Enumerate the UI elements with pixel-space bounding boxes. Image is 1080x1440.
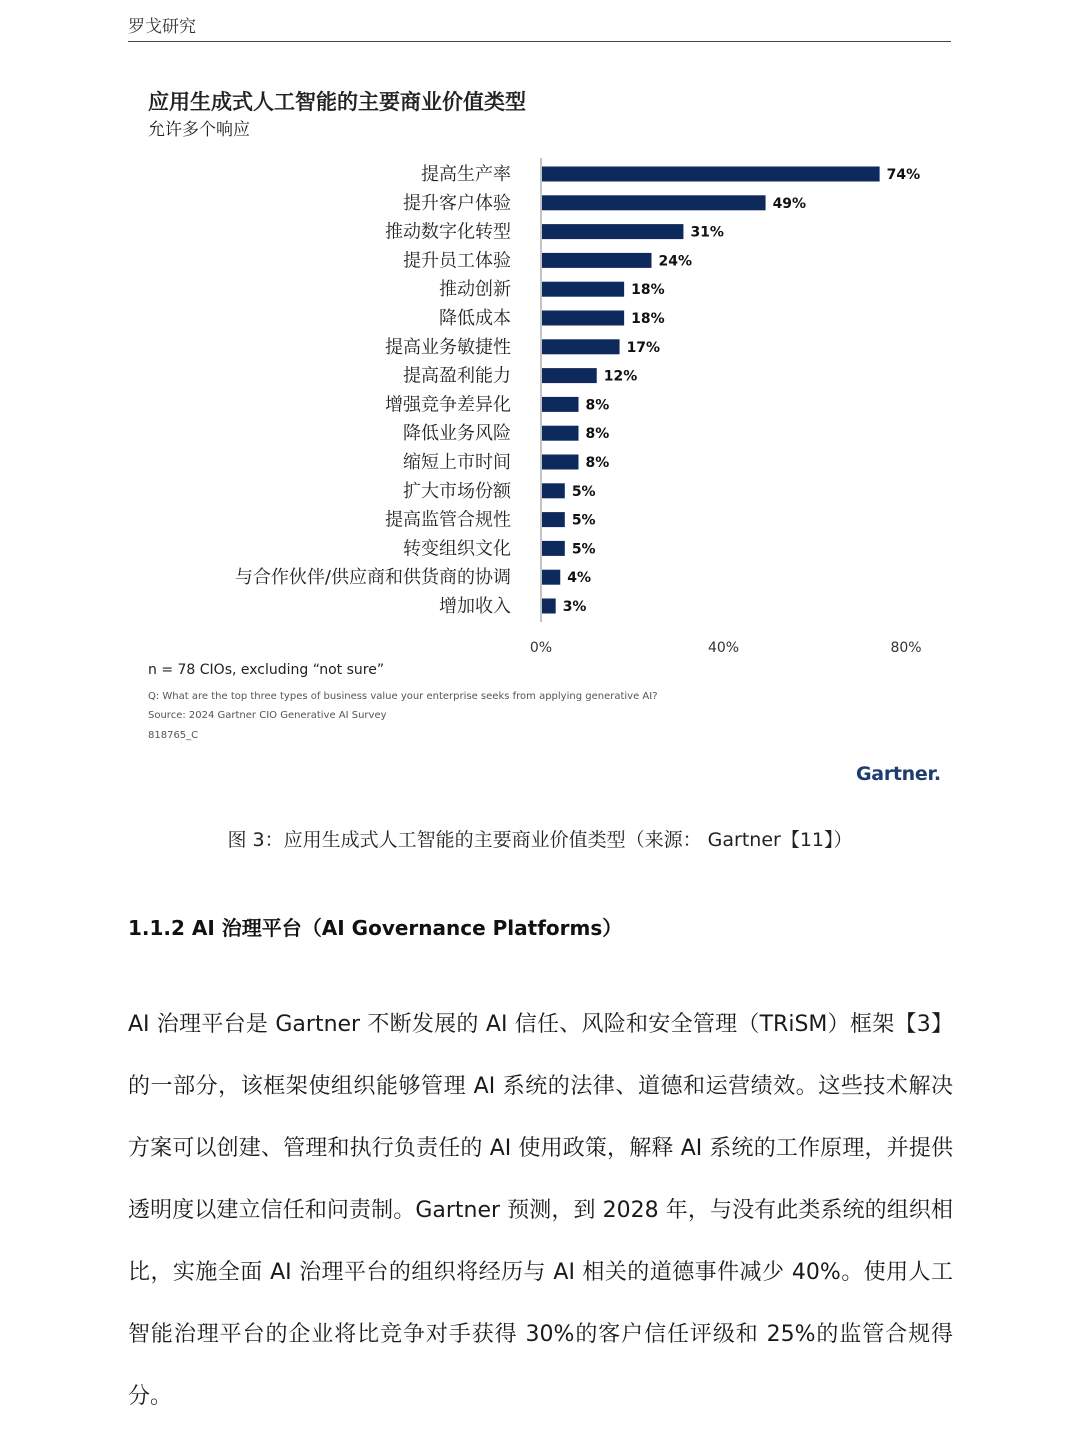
section-heading: 1.1.2 AI 治理平台（AI Governance Platforms） (128, 916, 623, 940)
bar (542, 397, 579, 412)
category-label: 提高生产率 (421, 164, 511, 185)
chart-question-note: Q: What are the top three types of business value your enterprise seeks from applying generative AI? (148, 691, 658, 702)
value-label: 49% (772, 195, 807, 212)
bar (542, 599, 556, 614)
chart-title: 应用生成式人工智能的主要商业价值类型 (148, 90, 526, 114)
category-label: 推动创新 (439, 279, 511, 301)
value-label: 5% (571, 512, 596, 529)
value-label: 12% (603, 368, 638, 385)
category-label: 转变组织文化 (403, 538, 511, 560)
value-label: 74% (886, 167, 921, 183)
chart-code-note: 818765_C (148, 730, 199, 741)
category-label: 降低成本 (439, 308, 511, 329)
value-label: 3% (562, 599, 587, 615)
category-label: 与合作伙伴/供应商和供货商的协调 (234, 567, 511, 589)
value-label: 17% (626, 339, 661, 356)
category-label: 提高盈利能力 (403, 365, 511, 387)
bar (542, 282, 624, 297)
value-label: 8% (585, 426, 610, 443)
bar (542, 570, 560, 585)
bar (542, 483, 565, 498)
value-label: 5% (571, 483, 596, 500)
category-label: 降低业务风险 (403, 423, 511, 445)
category-label: 扩大市场份额 (403, 480, 511, 502)
bar (542, 426, 579, 441)
chart-subtitle: 允许多个响应 (148, 120, 250, 140)
bar (542, 455, 579, 470)
value-label: 24% (658, 253, 693, 270)
bar (542, 167, 880, 182)
value-label: 8% (585, 397, 610, 414)
bar (542, 253, 652, 268)
category-label: 增加收入 (439, 596, 511, 617)
body-paragraph: AI 治理平台是 Gartner 不断发展的 AI 信任、风险和安全管理（TRiSM）框架【3】的一部分，该框架使组织能够管理 AI 系统的法律、道德和运营绩效。这些技术解决方案可以创建、管理和执行负责任的 AI 使用政策，解释 AI 系统的工作原理，并提供透明度以建立信任和问责制。Gartner 预测，到 2028 年，与没有此类系统的组织相比，实施全面 AI 治理平台的组织将经历与 AI 相关的道德事件减少 40%。使用人工智能治理平台的企业将比竞争对手获得 30%的客户信任评级和 25%的监管合规得分。 (128, 1012, 953, 1409)
document-header-label: 罗戈研究 (128, 17, 196, 37)
value-label: 18% (631, 282, 665, 299)
bar (542, 512, 565, 527)
category-label: 缩短上市时间 (403, 452, 511, 473)
gartner-logo: Gartner. (856, 763, 941, 785)
category-label: 提高监管合规性 (385, 509, 511, 531)
value-label: 5% (571, 541, 596, 558)
category-label: 提高业务敏捷性 (385, 336, 511, 358)
value-label: 31% (690, 224, 724, 241)
figure-caption: 图 3：应用生成式人工智能的主要商业价值类型（来源： Gartner【11】） (227, 829, 853, 851)
category-label: 提升员工体验 (403, 250, 511, 272)
bar (542, 195, 766, 210)
value-label: 8% (585, 455, 610, 471)
bar (542, 339, 620, 354)
x-tick-label: 40% (707, 640, 740, 656)
x-tick-label: 80% (890, 640, 922, 656)
chart-source-note: Source: 2024 Gartner CIO Generative AI Survey (148, 710, 387, 721)
bar (542, 541, 565, 556)
value-label: 18% (631, 311, 665, 327)
chart-sample-note: n = 78 CIOs, excluding “not sure” (148, 662, 385, 678)
category-label: 推动数字化转型 (385, 221, 511, 243)
value-label: 4% (567, 570, 592, 587)
bar-chart (0, 0, 1080, 680)
x-tick-label: 0% (529, 640, 553, 656)
category-label: 提升客户体验 (403, 192, 511, 214)
bar (542, 368, 597, 383)
category-label: 增强竞争差异化 (385, 394, 511, 416)
bar (542, 224, 683, 239)
bar (542, 311, 624, 326)
